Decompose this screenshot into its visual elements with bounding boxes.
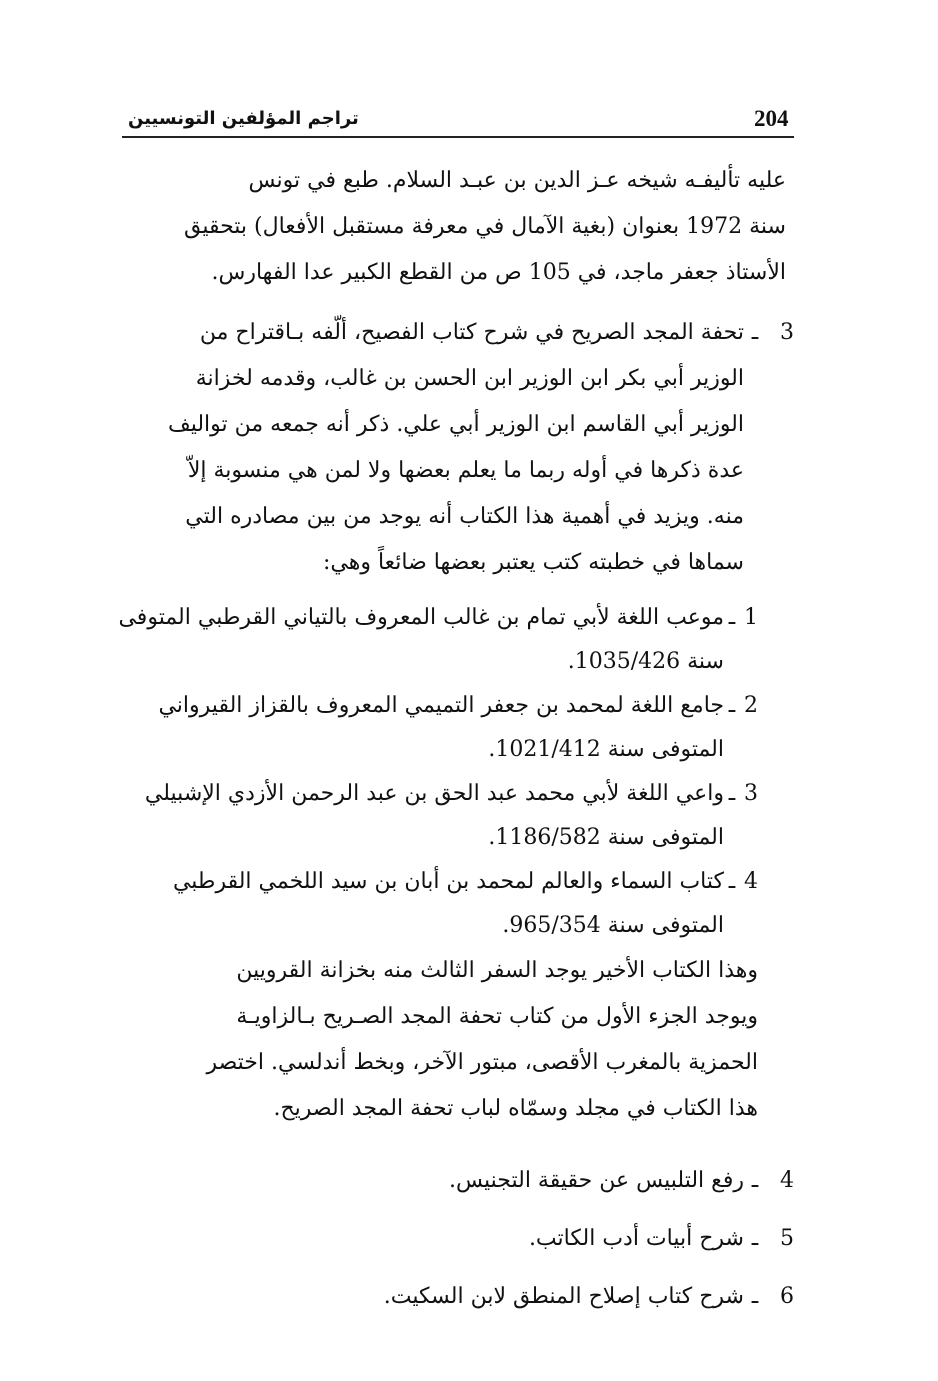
list-item-3	[118, 310, 794, 586]
sub-note-paragraph: وهذا الكتاب الأخير يوجد السفر الثالث منه بخزانة القرويين ويوجد الجزء الأول من كتاب تحفة المجد الصـريح بـالزاويـة الحمزية بالمغرب الأقصى، مبتور الآخر، وبخط أندلسي. اختصر هذا الكتاب في مجلد وسمّاه لباب تحفة المجد الصريح.	[206, 958, 758, 1121]
item-number: 4	[780, 1168, 794, 1193]
header-rule	[122, 136, 794, 138]
sub-item-text: كتاب السماء والعالم لمحمد بن أبان بن سيد اللخمي القرطبي المتوفى سنة 965/354.	[172, 869, 724, 938]
list-item-4	[118, 1158, 794, 1204]
sub-item-text: واعي اللغة لأبي محمد عبد الحق بن عبد الرحمن الأزدي الإشبيلي المتوفى سنة 1186/582.	[144, 781, 724, 850]
running-title: تراجم المؤلفين التونسيين	[128, 108, 359, 129]
item-number: 3	[780, 320, 794, 345]
sub-item-2	[118, 684, 758, 772]
sub-item-dash: ـ	[728, 869, 736, 894]
item-text: شرح كتاب إصلاح المنطق لابن السكيت.	[383, 1284, 744, 1309]
page-body	[118, 158, 794, 1332]
page-header	[122, 104, 794, 138]
sub-item-3	[118, 772, 758, 860]
sub-item-1	[118, 596, 758, 684]
item-dash: ـ	[751, 320, 759, 345]
item-text: شرح أبيات أدب الكاتب.	[528, 1226, 744, 1251]
item-number: 6	[780, 1284, 794, 1309]
intro-paragraph: عليه تأليفـه شيخه عـز الدين بن عبـد السلام. طبع في تونس سنة 1972 بعنوان (بغية الآمال في معرفة مستقبل الأفعال) بتحقيق الأستاذ جعفر ماجد، في 105 ص من القطع الكبير عدا الفهارس.	[183, 168, 786, 285]
item-dash: ـ	[751, 1284, 759, 1309]
item-dash: ـ	[751, 1168, 759, 1193]
sub-item-text: جامع اللغة لمحمد بن جعفر التميمي المعروف بالقزاز القيرواني المتوفى سنة 1021/412.	[158, 693, 724, 762]
sub-item-number: 1	[744, 605, 758, 630]
sub-item-dash: ـ	[728, 781, 736, 806]
page-number: 204	[754, 106, 789, 131]
sub-item-number: 4	[744, 869, 758, 894]
item-number: 5	[780, 1226, 794, 1251]
sub-item-text: موعب اللغة لأبي تمام بن غالب المعروف بالتياني القرطبي المتوفى سنة 1035/426.	[118, 605, 724, 674]
item-text: تحفة المجد الصريح في شرح كتاب الفصيح، ألّفه بـاقتراح من الوزير أبي بكر ابن الوزير ابن الحسن بن غالب، وقدمه لخزانة الوزير أبي القاسم ابن الوزير أبي علي. ذكر أنه جمعه من تواليف عدة ذكرها في أوله ربما ما يعلم بعضها ولا لمن هي منسوبة إلاّ منه. ويزيد في أهمية هذا الكتاب أنه يوجد من بين مصادره التي سماها في خطبته كتب يعتبر بعضها ضائعاً وهي:	[167, 320, 744, 575]
sub-item-dash: ـ	[728, 605, 736, 630]
list-item-5	[118, 1216, 794, 1262]
sub-item-number: 2	[744, 693, 758, 718]
sub-item-number: 3	[744, 781, 758, 806]
item-text: رفع التلبيس عن حقيقة التجنيس.	[448, 1168, 744, 1193]
sub-item-4	[118, 860, 758, 948]
item-dash: ـ	[751, 1226, 759, 1251]
sub-item-dash: ـ	[728, 693, 736, 718]
list-item-6	[118, 1274, 794, 1320]
